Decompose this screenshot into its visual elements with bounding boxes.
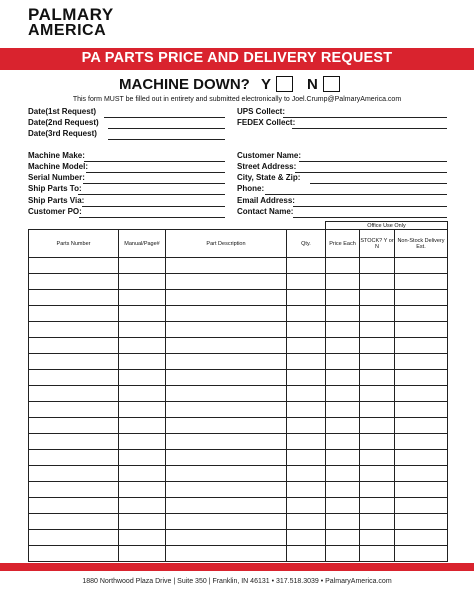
table-row	[29, 258, 448, 274]
table-cell[interactable]	[326, 482, 360, 498]
table-cell[interactable]	[166, 450, 287, 466]
col-non-stock-delivery: Non-Stock Delivery Est.	[395, 230, 448, 258]
table-cell[interactable]	[29, 322, 119, 338]
field-label: Date(1st Request)	[28, 107, 97, 116]
serial-number-field[interactable]	[28, 173, 225, 184]
table-cell[interactable]	[395, 450, 448, 466]
col-qty: Qty.	[287, 230, 326, 258]
machine-down-label: MACHINE DOWN?	[119, 76, 250, 93]
table-cell[interactable]	[326, 386, 360, 402]
table-cell[interactable]	[166, 482, 287, 498]
table-cell[interactable]	[119, 514, 166, 530]
table-cell[interactable]	[166, 386, 287, 402]
field-label: Email Address:	[237, 196, 295, 205]
office-use-row	[29, 222, 448, 230]
table-cell[interactable]	[395, 386, 448, 402]
table-row	[29, 466, 448, 482]
table-row	[29, 530, 448, 546]
table-cell[interactable]	[360, 546, 395, 562]
table-row	[29, 386, 448, 402]
logo-line-1: PALMARY	[28, 5, 114, 24]
table-row	[29, 322, 448, 338]
table-row	[29, 354, 448, 370]
table-cell[interactable]	[395, 498, 448, 514]
customer-name-field[interactable]	[237, 151, 447, 162]
table-cell[interactable]	[326, 450, 360, 466]
table-row	[29, 546, 448, 562]
table-cell[interactable]	[119, 418, 166, 434]
table-cell[interactable]	[29, 482, 119, 498]
table-cell[interactable]	[360, 370, 395, 386]
table-cell[interactable]	[395, 354, 448, 370]
field-label: Contact Name:	[237, 207, 294, 216]
machine-model-field[interactable]	[28, 162, 225, 173]
field-label: Serial Number:	[28, 173, 85, 182]
parts-table	[28, 221, 448, 562]
table-cell[interactable]	[29, 402, 119, 418]
table-cell[interactable]	[395, 338, 448, 354]
table-cell[interactable]	[360, 498, 395, 514]
field-label: UPS Collect:	[237, 107, 286, 116]
field-line[interactable]	[108, 139, 225, 140]
table-cell[interactable]	[326, 514, 360, 530]
table-cell[interactable]	[119, 498, 166, 514]
table-cell[interactable]	[360, 274, 395, 290]
table-cell[interactable]	[360, 482, 395, 498]
field-line[interactable]	[265, 194, 447, 195]
table-cell[interactable]	[287, 370, 326, 386]
table-cell[interactable]	[326, 402, 360, 418]
ship-parts-to-field[interactable]	[28, 184, 225, 195]
table-cell[interactable]	[360, 450, 395, 466]
table-cell[interactable]	[287, 322, 326, 338]
table-cell[interactable]	[395, 306, 448, 322]
table-cell[interactable]	[166, 498, 287, 514]
table-cell[interactable]	[166, 370, 287, 386]
table-cell[interactable]	[166, 338, 287, 354]
table-cell[interactable]	[119, 274, 166, 290]
table-row	[29, 434, 448, 450]
table-row	[29, 498, 448, 514]
table-cell[interactable]	[29, 386, 119, 402]
table-cell[interactable]	[395, 322, 448, 338]
table-cell[interactable]	[119, 354, 166, 370]
table-cell[interactable]	[287, 402, 326, 418]
ups-collect-field[interactable]	[237, 107, 447, 118]
table-cell[interactable]	[166, 466, 287, 482]
table-row	[29, 402, 448, 418]
table-cell[interactable]	[119, 370, 166, 386]
table-cell[interactable]	[287, 290, 326, 306]
col-manual-page: Manual/Page#	[119, 230, 166, 258]
table-body	[29, 258, 448, 562]
table-cell[interactable]	[29, 450, 119, 466]
table-cell[interactable]	[287, 450, 326, 466]
table-cell[interactable]	[119, 386, 166, 402]
table-cell[interactable]	[119, 258, 166, 274]
table-cell[interactable]	[287, 338, 326, 354]
col-parts-number: Parts Number	[29, 230, 119, 258]
table-cell[interactable]	[119, 530, 166, 546]
phone-field[interactable]	[237, 184, 447, 195]
field-line[interactable]	[292, 128, 447, 129]
machine-make-field[interactable]	[28, 151, 225, 162]
table-row	[29, 338, 448, 354]
table-row	[29, 482, 448, 498]
table-cell[interactable]	[360, 322, 395, 338]
machine-down-no-checkbox[interactable]	[323, 76, 340, 92]
table-cell[interactable]	[326, 418, 360, 434]
field-label: FEDEX Collect:	[237, 118, 296, 127]
table-cell[interactable]	[395, 546, 448, 562]
table-cell[interactable]	[326, 258, 360, 274]
field-label: Machine Make:	[28, 151, 85, 160]
table-cell[interactable]	[360, 306, 395, 322]
table-cell[interactable]	[287, 354, 326, 370]
table-cell[interactable]	[119, 306, 166, 322]
table-cell[interactable]	[166, 418, 287, 434]
table-cell[interactable]	[287, 530, 326, 546]
street-address-field[interactable]	[237, 162, 447, 173]
table-cell[interactable]	[29, 306, 119, 322]
table-cell[interactable]	[360, 258, 395, 274]
footer-bar	[0, 563, 474, 571]
table-cell[interactable]	[360, 402, 395, 418]
table-cell[interactable]	[395, 466, 448, 482]
table-cell[interactable]	[166, 322, 287, 338]
table-cell[interactable]	[166, 290, 287, 306]
city-state-zip-field[interactable]	[237, 173, 447, 184]
field-label: Date(3rd Request)	[28, 129, 97, 138]
date-2nd-request-field[interactable]	[28, 118, 225, 129]
field-label: Ship Parts To:	[28, 184, 82, 193]
table-cell[interactable]	[360, 418, 395, 434]
table-cell[interactable]	[29, 370, 119, 386]
table-cell[interactable]	[326, 306, 360, 322]
table-cell[interactable]	[119, 338, 166, 354]
office-use-header: Office Use Only	[326, 222, 448, 230]
table-cell[interactable]	[395, 274, 448, 290]
table-cell[interactable]	[119, 290, 166, 306]
table-cell[interactable]	[287, 418, 326, 434]
contact-name-field[interactable]	[237, 207, 447, 218]
table-cell[interactable]	[29, 338, 119, 354]
table-cell[interactable]	[287, 514, 326, 530]
table-cell[interactable]	[395, 482, 448, 498]
table-cell[interactable]	[119, 466, 166, 482]
machine-down-row	[0, 76, 474, 96]
table-cell[interactable]	[287, 546, 326, 562]
field-line[interactable]	[293, 217, 447, 218]
field-line[interactable]	[78, 194, 225, 195]
table-cell[interactable]	[287, 274, 326, 290]
table-cell[interactable]	[29, 498, 119, 514]
table-cell[interactable]	[360, 434, 395, 450]
table-cell[interactable]	[119, 450, 166, 466]
table-cell[interactable]	[287, 306, 326, 322]
machine-down-no-label: N	[307, 76, 318, 93]
logo-line-2: AMERICA	[28, 22, 107, 39]
table-cell[interactable]	[395, 514, 448, 530]
field-line[interactable]	[79, 217, 225, 218]
table-cell[interactable]	[360, 386, 395, 402]
table-cell[interactable]	[287, 434, 326, 450]
table-cell[interactable]	[326, 354, 360, 370]
table-cell[interactable]	[166, 354, 287, 370]
table-cell[interactable]	[360, 514, 395, 530]
table-cell[interactable]	[119, 322, 166, 338]
table-cell[interactable]	[360, 530, 395, 546]
table-row	[29, 450, 448, 466]
table-cell[interactable]	[326, 274, 360, 290]
table-cell[interactable]	[166, 402, 287, 418]
table-cell[interactable]	[395, 530, 448, 546]
table-cell[interactable]	[360, 354, 395, 370]
table-cell[interactable]	[166, 306, 287, 322]
table-cell[interactable]	[326, 546, 360, 562]
table-cell[interactable]	[360, 290, 395, 306]
table-row	[29, 418, 448, 434]
field-label: Customer Name:	[237, 151, 302, 160]
table-cell[interactable]	[29, 354, 119, 370]
table-cell[interactable]	[360, 338, 395, 354]
field-label: Customer PO:	[28, 207, 82, 216]
col-stock: STOCK? Y or N	[360, 230, 395, 258]
customer-po-field[interactable]	[28, 207, 225, 218]
table-cell[interactable]	[395, 418, 448, 434]
table-cell[interactable]	[326, 370, 360, 386]
table-cell[interactable]	[29, 274, 119, 290]
table-header-row	[29, 230, 448, 258]
table-cell[interactable]	[287, 466, 326, 482]
table-cell[interactable]	[166, 514, 287, 530]
table-row	[29, 274, 448, 290]
table-cell[interactable]	[166, 274, 287, 290]
table-cell[interactable]	[29, 258, 119, 274]
table-cell[interactable]	[326, 466, 360, 482]
table-cell[interactable]	[395, 370, 448, 386]
table-cell[interactable]	[326, 498, 360, 514]
table-cell[interactable]	[326, 338, 360, 354]
table-cell[interactable]	[360, 466, 395, 482]
table-cell[interactable]	[166, 434, 287, 450]
instructions-note: This form MUST be filled out in entirety and submitted electronically to Joel.Crump@PalmaryAmerica.com	[72, 96, 402, 103]
table-cell[interactable]	[119, 434, 166, 450]
table-row	[29, 514, 448, 530]
table-cell[interactable]	[29, 290, 119, 306]
table-cell[interactable]	[119, 546, 166, 562]
table-cell[interactable]	[166, 546, 287, 562]
field-label: Machine Model:	[28, 162, 89, 171]
table-cell[interactable]	[287, 498, 326, 514]
field-label: City, State & Zip:	[237, 173, 301, 182]
table-cell[interactable]	[395, 258, 448, 274]
table-cell[interactable]	[395, 290, 448, 306]
table-cell[interactable]	[119, 402, 166, 418]
table-cell[interactable]	[29, 530, 119, 546]
date-3rd-request-field[interactable]	[28, 129, 225, 140]
table-cell[interactable]	[287, 386, 326, 402]
table-row	[29, 370, 448, 386]
field-label: Street Address:	[237, 162, 297, 171]
table-cell[interactable]	[395, 434, 448, 450]
machine-down-yes-label: Y	[261, 76, 272, 93]
table-cell[interactable]	[166, 530, 287, 546]
ship-parts-via-field[interactable]	[28, 196, 225, 207]
email-address-field[interactable]	[237, 196, 447, 207]
company-logo	[28, 6, 148, 42]
table-cell[interactable]	[287, 258, 326, 274]
table-row	[29, 306, 448, 322]
field-label: Phone:	[237, 184, 265, 193]
date-1st-request-field[interactable]	[28, 107, 225, 118]
table-cell[interactable]	[29, 466, 119, 482]
table-cell[interactable]	[326, 530, 360, 546]
table-cell[interactable]	[287, 482, 326, 498]
field-label: Ship Parts Via:	[28, 196, 85, 205]
form-title: PA PARTS PRICE AND DELIVERY REQUEST	[81, 50, 393, 66]
table-row	[29, 290, 448, 306]
field-label: Date(2nd Request)	[28, 118, 99, 127]
machine-down-yes-checkbox[interactable]	[276, 76, 293, 92]
table-cell[interactable]	[326, 434, 360, 450]
table-cell[interactable]	[29, 514, 119, 530]
footer-address: 1880 Northwood Plaza Drive | Suite 350 | Franklin, IN 46131 • 317.518.3039 • PalmaryAmerica.com	[82, 578, 392, 585]
col-part-description: Part Description	[166, 230, 287, 258]
col-price-each: Price Each	[326, 230, 360, 258]
table-cell[interactable]	[119, 482, 166, 498]
parts-table-container	[28, 221, 447, 562]
table-cell[interactable]	[29, 546, 119, 562]
fedex-collect-field[interactable]	[237, 118, 447, 129]
table-cell[interactable]	[29, 418, 119, 434]
table-cell[interactable]	[326, 290, 360, 306]
table-cell[interactable]	[326, 322, 360, 338]
table-cell[interactable]	[395, 402, 448, 418]
table-cell[interactable]	[166, 258, 287, 274]
table-cell[interactable]	[29, 434, 119, 450]
